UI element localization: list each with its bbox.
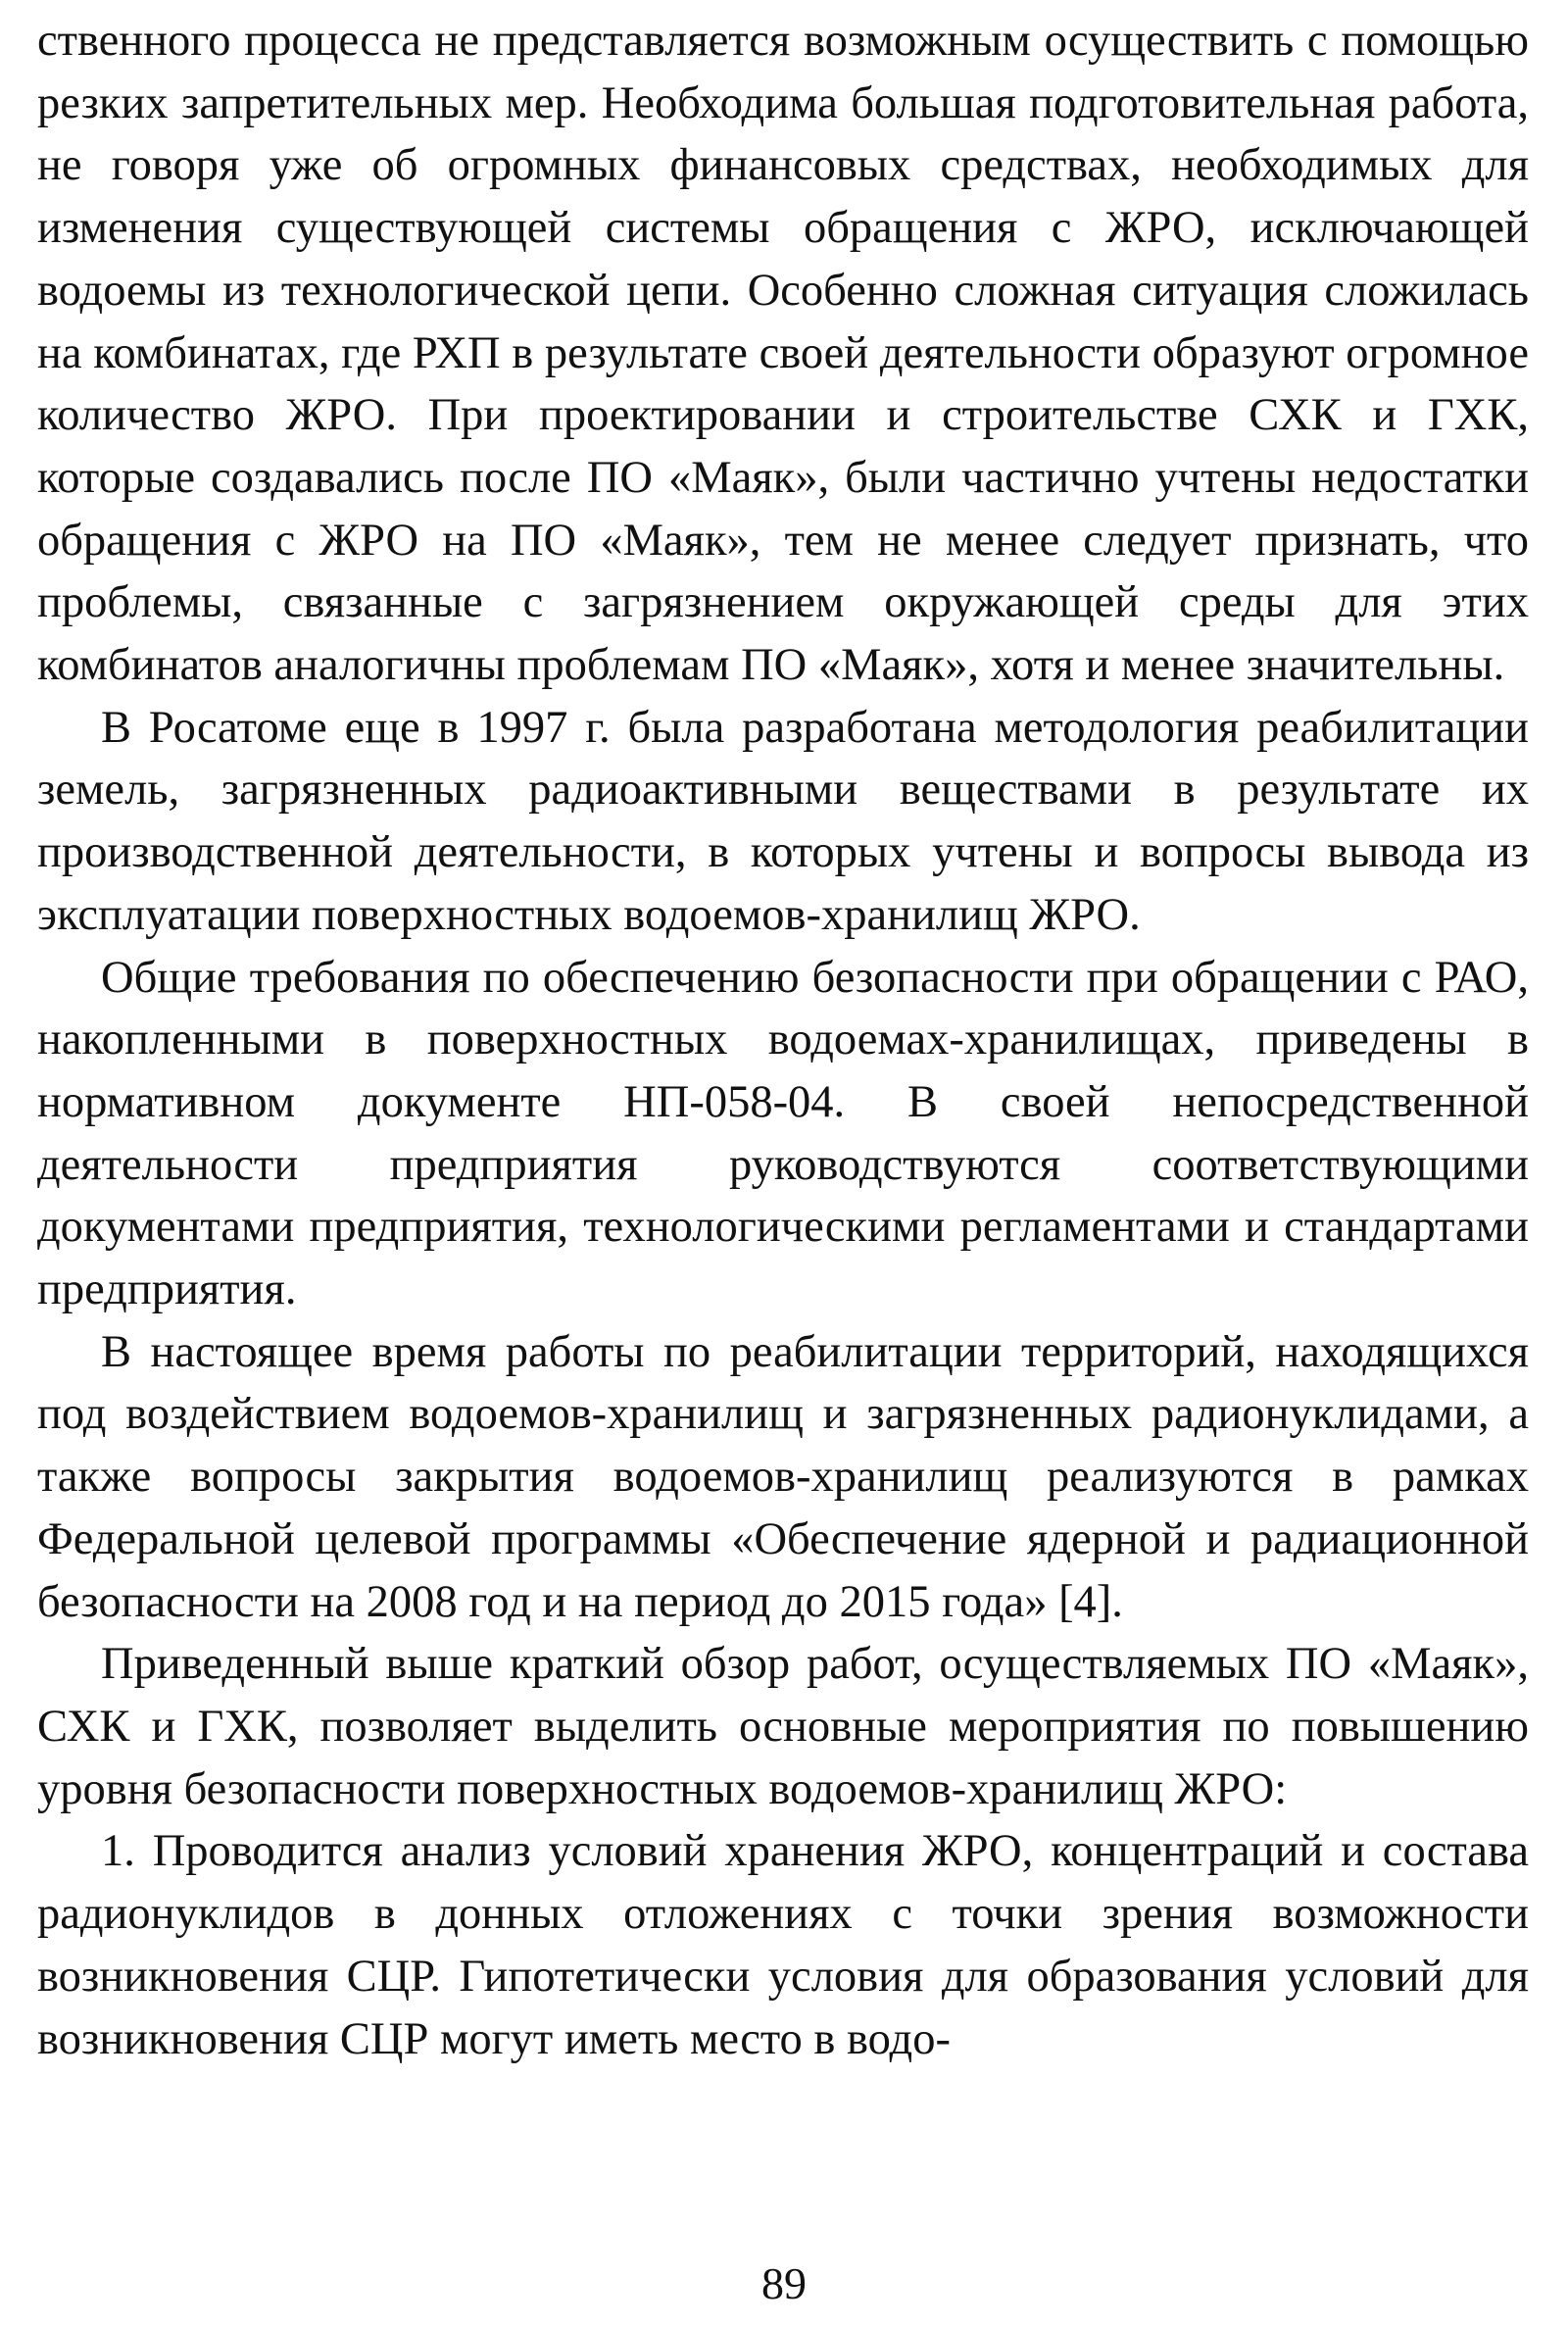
- page-number: 89: [761, 2258, 807, 2308]
- list-item-1: 1. Проводится анализ условий хранения ЖРО, концентраций и состава радионуклидов в донных отложениях с точки зрения возможности возникновения СЦР. Гипотетически условия для образования условий для возникновения СЦР могут иметь место в водо-: [37, 1826, 1529, 2064]
- paragraph-continuation: ственного процесса не представляется возможным осуществить с помощью резких запретительных мер. Необходима большая подготовительная работа, не говоря уже об огромных финансовых средствах, необходимых для изменения существующей системы обращения с ЖРО, исключающей водоемы из технологической цепи. Особенно сложная ситуация сложилась на комбинатах, где РХП в результате своей деятельности образуют огромное количество ЖРО. При проектировании и строительстве СХК и ГХК, которые создавались после ПО «Маяк», были частично учтены недостатки обращения с ЖРО на ПО «Маяк», тем не менее следует признать, что проблемы, связанные с загрязнением окружающей среды для этих комбинатов аналогичны проблемам ПО «Маяк», хотя и менее значительны.: [37, 16, 1529, 691]
- paragraph-rosatom-methodology: В Росатоме еще в 1997 г. была разработана методология реабилитации земель, загрязненных радиоактивными веществами в результате их производственной деятельности, в которых учтены и вопросы вывода из эксплуатации поверхностных водоемов-хранилищ ЖРО.: [37, 702, 1529, 940]
- paragraph-measures-intro: Приведенный выше краткий обзор работ, осуществляемых ПО «Маяк», СХК и ГХК, позволяет выделить основные мероприятия по повышению уровня безопасности поверхностных водоемов-хранилищ ЖРО:: [37, 1639, 1529, 1814]
- paragraph-rehabilitation-program: В настоящее время работы по реабилитации территорий, находящихся под воздействием водоемов-хранилищ и загрязненных радионуклидами, а также вопросы закрытия водоемов-хранилищ реализуются в рамках Федеральной целевой программы «Обеспечение ядерной и радиационной безопасности на 2008 год и на период до 2015 года» [4].: [37, 1326, 1529, 1627]
- paragraph-safety-requirements: Общие требования по обеспечению безопасности при обращении с РАО, накопленными в поверхностных водоемах-хранилищах, приведены в нормативном документе НП-058-04. В своей непосредственной деятельности предприятия руководствуются соответствующими документами предприятия, технологическими регламентами и стандартами предприятия.: [37, 952, 1529, 1315]
- page-body: [37, 10, 1529, 2070]
